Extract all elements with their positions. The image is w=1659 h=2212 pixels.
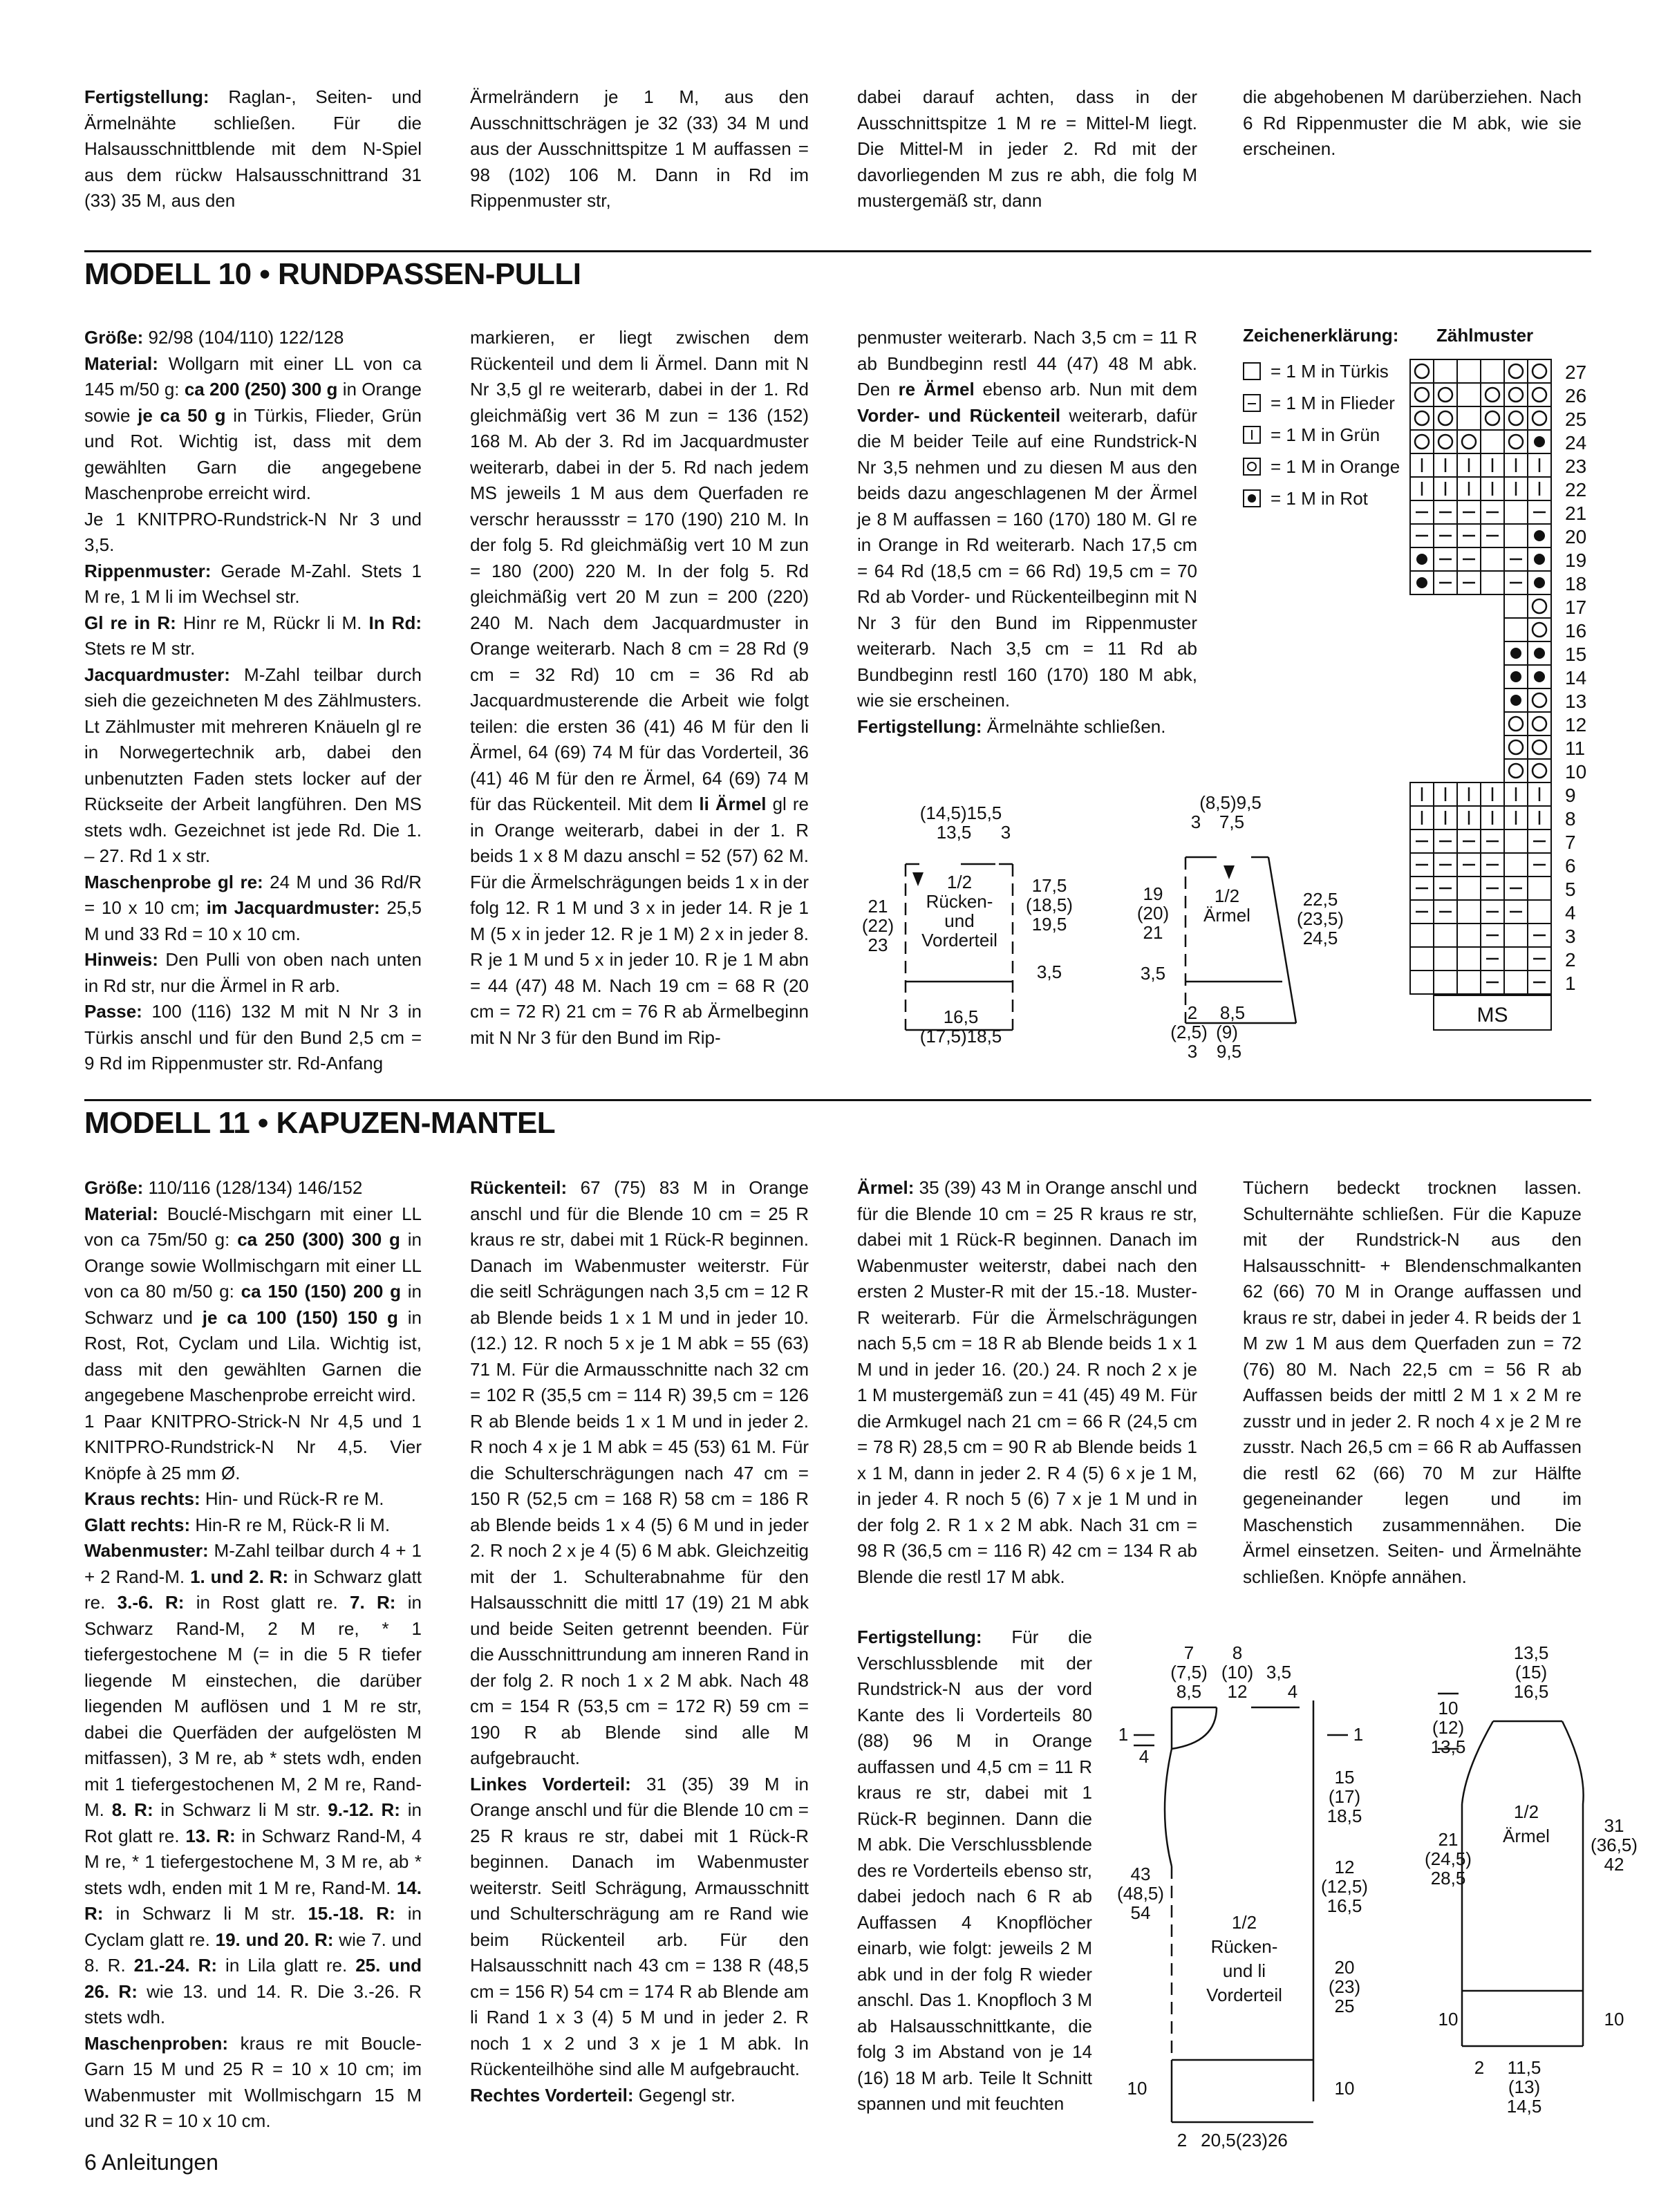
top-col-2: Ärmelrändern je 1 M, aus den Ausschnittschrägen je 32 (33) 34 M und aus der Ausschnittspitze 1 M auffassen = 98 (102) 106 M. Dann in Rd im Rippenmuster str, [470, 86, 809, 211]
legend-title: Zeichenerklärung: [1243, 325, 1399, 346]
chart-cell [1434, 947, 1457, 971]
d1-b35: 3,5 [1036, 962, 1062, 982]
section-divider [84, 1099, 1591, 1101]
dash-square-icon [1243, 394, 1261, 412]
chart-cell [1528, 618, 1551, 641]
d3-a2: (7,5) [1170, 1662, 1208, 1683]
chart-cell [1410, 971, 1434, 994]
chart-cell [1504, 524, 1528, 547]
chart-row-number: 20 [1565, 526, 1587, 547]
d3-w1: 15 [1334, 1767, 1355, 1788]
chart-row-number: 4 [1565, 902, 1576, 924]
stitch-rot [1534, 436, 1545, 447]
page-footer: 6 Anleitungen [84, 2150, 218, 2175]
d3-x2: (12,5) [1321, 1876, 1368, 1897]
legend-item-tuerkis: = 1 M in Türkis [1243, 359, 1389, 383]
d3-l1: 1 [1118, 1724, 1129, 1745]
d2-t1: (8,5)9,5 [1199, 792, 1262, 813]
chart-cell [1504, 406, 1528, 430]
circle-square-icon [1243, 458, 1261, 476]
d1-b1: 16,5 [943, 1006, 979, 1027]
d2-b5: 3 [1187, 1041, 1198, 1062]
chart-cell [1528, 688, 1551, 712]
d4-r2: (36,5) [1591, 1835, 1638, 1855]
chart-cell [1434, 971, 1457, 994]
chart-cell [1410, 430, 1434, 453]
top-col-4: die abgehobenen M darüberziehen. Nach 6 Rd Rippenmuster die M abk, wie sie erscheinen. [1243, 86, 1582, 159]
d4-b0: 2 [1474, 2057, 1485, 2078]
d3-lbl2: Rücken- [1210, 1936, 1278, 1957]
zaehlmuster-chart [1410, 359, 1590, 1065]
d4-b2: (13) [1508, 2077, 1541, 2097]
d1-c4: Vorderteil [921, 930, 997, 950]
chart-row-number: 13 [1565, 691, 1587, 712]
chart-row-number: 7 [1565, 832, 1576, 853]
m11-col-2: Rückenteil: 67 (75) 83 M in Orange anschl und für die Blende 10 cm = 25 R kraus re str, dabei mit 1 Rück-R beginnen. Danach im Wabenmuster weiterstr. Für die seitl Schrägungen nach 3,5 cm = 12 R ab Blende beids 1 x 1 M und in jeder 10. (12.) 12. R noch 5 x je 1 M abk = 55 (63) 71 M. Für die Armausschnitte nach 32 cm = 102 R (35,5 cm = 114 R) 39,5 cm = 126 R ab Blende beids 1 x 1 M und in jeder 2. R noch 4 x je 1 M abk = 45 (53) 61 M. Für die Schulterschrägungen nach 47 cm = 150 R (52,5 cm = 168 R) 58 cm = 186 R ab Blende beids 1 x 4 (5) 6 M und in jeder 2. R noch 2 x je 4 (5) 6 M abk. Gleichzeitig mit der 1. Schulterabnahme für den Halsausschnitt die mittl 17 (19) 21 M abk und beide Seiten getrennt beenden. Für die Ausschnittrundung am inneren Rand in der folg 2. R noch 1 x 2 M abk. Nach 48 cm = 154 R (53,5 cm = 172 R) 59 cm = 190 R ab Blende sind alle M aufgebraucht. Linkes Vorderteil: 31 (35) 39 M in Orange anschl und für die Blende 10 cm = 25 R kraus re str, dabei mit 1 Rück-R beginnen. Danach im Wabenmuster weiterstr. Seitl Schrägung, Armausschnitt und Schulterschrägung am re Rand wie beim Rückenteil arb. Für den Halsausschnitt nach 43 cm = 138 R (48,5 cm = 156 R) 54 cm = 174 R ab Blende am li Rand 1 x 3 (4) 5 M und in jeder 2. R noch 1 x 2 und 3 x je 1 M abk. In Rückenteilhöhe sind alle M aufgebraucht. Rechtes Vorderteil: Gegengl str. [470, 1177, 809, 2106]
d2-b3: (2,5) [1170, 1022, 1208, 1042]
chart-row-number: 8 [1565, 808, 1576, 830]
chart-cell [1528, 594, 1551, 618]
chart-cell [1504, 947, 1528, 971]
d3-b1: 8 [1232, 1642, 1243, 1663]
stitch-orange [1533, 364, 1546, 378]
schnitt-aermel-modell-10 [1120, 781, 1382, 1071]
stitch-rot [1534, 648, 1545, 659]
stitch-rot [1510, 671, 1521, 682]
stitch-rot [1510, 695, 1521, 706]
d1-l2: (22) [861, 915, 894, 936]
d4-m2: (24,5) [1425, 1848, 1472, 1869]
stitch-orange [1533, 388, 1546, 402]
dot-square-icon [1243, 489, 1261, 507]
top-col-1: Fertigstellung: Raglan-, Seiten- und Ärmelnähte schließen. Für die Halsausschnittblende mit dem N-Spiel aus dem rückw Halsausschnittrand 31 (33) 35 M, aus den [84, 86, 422, 211]
chart-cell [1457, 971, 1481, 994]
stitch-rot [1510, 648, 1521, 659]
d1-c2: Rücken- [926, 891, 993, 912]
legend-item-gruen: = 1 M in Grün [1243, 423, 1380, 447]
chart-cell [1457, 900, 1481, 924]
stitch-orange [1415, 435, 1429, 449]
d3-l2: 4 [1138, 1746, 1150, 1767]
stitch-orange [1415, 411, 1429, 425]
stitch-orange [1438, 388, 1452, 402]
schnitt-aermel-modell-11 [1410, 1642, 1638, 2117]
chart-cell [1481, 359, 1504, 383]
chart-cell [1504, 430, 1528, 453]
chart-cell [1457, 359, 1481, 383]
chart-row-number: 17 [1565, 597, 1587, 618]
chart-cell [1528, 406, 1551, 430]
chart-cell [1481, 571, 1504, 594]
stitch-orange [1533, 411, 1546, 425]
chart-cell [1410, 406, 1434, 430]
d4-lbl2: Ärmel [1503, 1826, 1550, 1846]
bar-square-icon [1243, 426, 1261, 444]
d1-r2: (18,5) [1026, 894, 1073, 915]
stitch-orange [1485, 411, 1499, 425]
chart-cell [1504, 924, 1528, 947]
d3-y3: 25 [1334, 1996, 1355, 2016]
chart-row-number: 11 [1565, 738, 1586, 759]
d1-l3: 23 [868, 935, 888, 955]
chart-row-number: 12 [1565, 714, 1587, 735]
chart-cell [1504, 830, 1528, 853]
section-title-modell-11: MODELL 11 • KAPUZEN-MANTEL [84, 1106, 556, 1140]
d3-h2: (48,5) [1117, 1883, 1164, 1904]
chart-cell [1504, 594, 1528, 618]
m11-col-1: Größe: 110/116 (128/134) 146/152 Material: Bouclé-Mischgarn mit einer LL von ca 75m/50 g: ca 250 (300) 300 g in Orange sowie Wollmischgarn mit einer LL von ca 80 m/50 g: ca 150 (150) 200 g in Schwarz und je ca 100 (150) 150 g in Rost, Rot, Cyclam und Lila. Wichtig ist, dass mit den gewählten Garnen die angegebene Maschenprobe erreicht wird. 1 Paar KNITPRO-Strick-N Nr 4,5 und 1 KNITPRO-Rundstrick-N Nr 4,5. Vier Knöpfe à 25 mm Ø. Kraus rechts: Hin- und Rück-R re M. Glatt rechts: Hin-R re M, Rück-R li M. Wabenmuster: M-Zahl teilbar durch 4 + 1 + 2 Rand-M. 1. und 2. R: in Schwarz glatt re. 3.-6. R: in Rost glatt re. 7. R: in Schwarz Rand-M, 2 M re, * 1 tiefergestochene M (= in die 5 R tiefer liegende M einstechen, die darüber liegenden M auflösen und 1 M re str, dabei die Querfäden der aufgelösten M mitfassen), 3 M re, ab * stets wdh, enden mit 1 tiefergestochenen M, 2 M re, Rand-M. 8. R: in Schwarz li M str. 9.-12. R: in Rot glatt re. 13. R: in Schwarz Rand-M, 4 M re, * 1 tiefergestochene M, 3 M re, ab * stets wdh, enden mit 1 M re, Rand-M. 14. R: in Schwarz li M str. 15.-18. R: in Cyclam glatt re. 19. und 20. R: wie 7. und 8. R. 21.-24. R: in Lila glatt re. 25. und 26. R: wie 13. und 14. R. Die 3.-26. R stets wdh. Maschenproben: kraus re mit Boucle-Garn 15 M und 25 R = 10 x 10 cm; im Wabenmuster mit Wollmischgarn 15 M und 32 R = 10 x 10 cm. [84, 1177, 422, 2131]
d4-lbl1: 1/2 [1513, 1801, 1539, 1822]
d3-bot1: 2 [1177, 2130, 1188, 2150]
d4-t3: 16,5 [1513, 1681, 1549, 1702]
chart-cell [1410, 359, 1434, 383]
chart-row-number: 26 [1565, 385, 1587, 406]
d3-lbl4: Vorderteil [1206, 1985, 1282, 2005]
d3-bot2: 20,5(23)26 [1201, 2130, 1288, 2150]
chart-cell [1481, 430, 1504, 453]
d3-lbl3: und li [1222, 1960, 1266, 1981]
stitch-rot [1534, 671, 1545, 682]
d3-a1: 7 [1183, 1642, 1194, 1663]
d2-r2: (23,5) [1297, 908, 1344, 929]
d2-c2: Ärmel [1203, 905, 1250, 926]
d2-r1: 22,5 [1302, 889, 1338, 910]
chart-cell [1504, 759, 1528, 782]
m11-col-4: Tüchern bedeckt trocknen lassen. Schulternähte schließen. Für die Kapuze mit der Rundstrick-N aus den Halsausschnitt- + Blendenschmalkanten 62 (66) 70 M in Orange auffassen und kraus re str, dabei in jeder 4. R beids der 1 M zw 1 M aus dem Querfaden zun = 72 (76) 80 M. Nach 22,5 cm = 56 R ab Auffassen beids der mittl 2 M 1 x 2 M re zusstr und in jeder 2. R noch 4 x je 2 M re zusstr. Nach 26,5 cm = 66 R ab Auffassen die restl 62 (66) 70 M zur Hälfte gegeneinander legen und im Maschenstich zusammennähen. Die Ärmel einsetzen. Seiten- und Ärmelnähte schließen. Knöpfe annähen. [1243, 1177, 1582, 1587]
d3-c1: 3,5 [1266, 1662, 1292, 1683]
chart-cell [1481, 383, 1504, 406]
d3-c2: 4 [1287, 1681, 1298, 1702]
chart-title: Zählmuster [1436, 325, 1534, 346]
chart-cell [1528, 759, 1551, 782]
section-title-modell-10: MODELL 10 • RUNDPASSEN-PULLI [84, 257, 581, 291]
ms-label: MS [1477, 1004, 1508, 1027]
d3-y1: 20 [1334, 1957, 1355, 1978]
stitch-rot [1534, 554, 1545, 565]
chart-cell [1528, 383, 1551, 406]
d3-r1: 1 [1353, 1724, 1364, 1745]
stitch-orange [1438, 435, 1452, 449]
chart-cell [1434, 406, 1457, 430]
d2-c1: 1/2 [1214, 885, 1240, 906]
chart-row-number: 23 [1565, 456, 1587, 477]
stitch-rot [1534, 577, 1545, 588]
d2-r3: 24,5 [1302, 928, 1338, 948]
chart-cell [1504, 618, 1528, 641]
d1-t1: (14,5)15,5 [919, 803, 1002, 823]
chart-cell [1504, 712, 1528, 735]
chart-row-number: 14 [1565, 667, 1587, 688]
m11-col-3a: Ärmel: 35 (39) 43 M in Orange anschl und für die Blende 10 cm = 25 R kraus re str, dabei mit 1 Rück-R beginnen. Danach im Wabenmuster weiterstr, dabei nach den ersten 2 Muster-R mit der 15.-18. Muster-R weiterarb. Für die Ärmelschrägungen nach 5,5 cm = 18 R ab Blende beids 1 x 1 M und in jeder 16. (20.) 24. R noch 2 x je 1 M mustergemäß zun = 41 (45) 49 M. Für die Armkugel nach 21 cm = 66 R (24,5 cm = 78 R) 28,5 cm = 90 R ab Blende beids 1 x 1 M, dann in jeder 2. R 4 (5) 6 x je 1 M, in jeder 4. R noch 5 (6) 7 x je 1 M und in der folg 2. R 1 x 2 M abk. Nach 31 cm = 98 R (36,5 cm = 116 R) 42 cm = 134 R ab Blende die restl 17 M abk. [857, 1177, 1197, 1587]
chart-cell [1410, 924, 1434, 947]
stitch-orange [1533, 599, 1546, 613]
d3-bl: 10 [1127, 2078, 1147, 2099]
chart-cell [1410, 947, 1434, 971]
chart-row-number: 15 [1565, 644, 1587, 665]
chart-row-number: 1 [1565, 973, 1576, 994]
empty-square-icon [1243, 362, 1261, 380]
d2-b1: 2 [1187, 1002, 1198, 1023]
stitch-orange [1533, 764, 1546, 778]
chart-cell [1410, 383, 1434, 406]
stitch-orange [1485, 388, 1499, 402]
chart-row-number: 25 [1565, 409, 1587, 430]
chart-cell [1504, 500, 1528, 524]
d4-b3: 14,5 [1506, 2096, 1542, 2117]
chart-row-number: 5 [1565, 879, 1576, 900]
chart-row-number: 16 [1565, 620, 1587, 641]
stitch-rot [1416, 577, 1427, 588]
d4-l1: 10 [1438, 1698, 1459, 1718]
d3-b3: 12 [1227, 1681, 1248, 1702]
chart-row-number: 9 [1565, 785, 1576, 806]
d3-h3: 54 [1130, 1902, 1151, 1923]
chart-row-number: 3 [1565, 926, 1576, 947]
d4-m3: 28,5 [1430, 1868, 1466, 1888]
stitch-orange [1533, 623, 1546, 637]
d4-b1: 11,5 [1507, 2057, 1541, 2078]
d2-t3: 7,5 [1219, 812, 1245, 832]
chart-cell [1504, 735, 1528, 759]
stitch-orange [1509, 435, 1523, 449]
d4-t2: (15) [1515, 1662, 1548, 1683]
stitch-orange [1533, 693, 1546, 707]
chart-cell [1457, 877, 1481, 900]
chart-row-number: 10 [1565, 761, 1587, 782]
d4-bl: 10 [1438, 2009, 1459, 2030]
chart-cell [1504, 383, 1528, 406]
d1-c3: und [944, 910, 975, 931]
d4-m1: 21 [1438, 1829, 1459, 1850]
chart-cell [1457, 383, 1481, 406]
chart-cell [1528, 877, 1551, 900]
chart-row-number: 21 [1565, 503, 1587, 524]
chart-cell [1457, 947, 1481, 971]
d2-b6: 9,5 [1216, 1041, 1242, 1062]
d1-b2: (17,5)18,5 [919, 1026, 1002, 1047]
d2-b35: 3,5 [1140, 963, 1166, 984]
chart-cell [1528, 900, 1551, 924]
d3-w3: 18,5 [1327, 1806, 1362, 1826]
stitch-orange [1438, 411, 1452, 425]
chart-row-number: 19 [1565, 550, 1587, 571]
chart-row-number: 24 [1565, 432, 1587, 453]
m10-col-2: markieren, er liegt zwischen dem Rückenteil und dem li Ärmel. Dann mit N Nr 3,5 gl re weiterarb, dabei in der 1. Rd gleichmäßig vert 36 M zun = 136 (152) 168 M. Ab der 3. Rd im Jacquardmuster weiterarb, dabei in der 5. Rd nach jedem MS jeweils 1 M aus dem Querfaden re verschr heraussstr = 170 (190) 210 M. In der folg 5. Rd gleichmäßig vert 10 M zun = 180 (200) 220 M. In der folg 5. Rd gleichmäßig vert 20 M zun = 200 (220) 240 M. Nach dem Jacquardmuster in Orange weiterarb. Nach 8 cm = 28 Rd (9 cm = 32 Rd) 10 cm = 36 Rd ab Jacquardmusterende die Arbeit wie folgt teilen: die ersten 36 (41) 46 M für den li Ärmel, 64 (69) 74 M für das Vorderteil, 36 (41) 46 M für den re Ärmel, 64 (69) 74 M für das Rückenteil. Mit dem li Ärmel gl re in Orange weiterarb, dabei in der 1. R beids 1 x 8 M dazu anschl = 52 (57) 62 M. Für die Ärmelschrägungen beids 1 x in der folg 12. R 1 M und 3 x in jeder 14. R je 1 M (5 x in jeder 12. R je 1 M) 2 x in jeder 8. R je 1 M und 5 x in jeder 10. R je 1 M abn = 44 (47) 48 M. Nach 19 cm = 68 R (20 cm = 72 R) 21 cm = 76 R ab Ärmelbeginn mit N Nr 3 für den Bund im Rip- [470, 327, 809, 1048]
d2-b4: (9) [1216, 1022, 1238, 1042]
chart-row-number: 27 [1565, 362, 1587, 383]
d3-b2: (10) [1221, 1662, 1254, 1683]
legend-item-orange: = 1 M in Orange [1243, 455, 1400, 478]
chart-cell [1434, 430, 1457, 453]
chart-row-number: 22 [1565, 479, 1587, 500]
d1-c1: 1/2 [946, 872, 973, 892]
section-divider [84, 250, 1591, 252]
stitch-orange [1415, 364, 1429, 378]
stitch-rot [1534, 530, 1545, 541]
stitch-orange [1509, 740, 1523, 754]
m11-col-3b: Fertigstellung: Für die Verschlussblende mit der Rundstrick-N aus der vord Kante des li Vorderteils 80 (88) 96 M in Orange auffassen und 4,5 cm = 11 R kraus re str, dabei mit 1 Rück-R beginnen. Dann die M abk. Die Verschlussblende des re Vorderteils ebenso str, dabei jedoch nach 6 R ab Auffassen 4 Knopflöcher einarb, wie folgt: jeweils 2 M abk und in der folg R wieder anschl. Das 1. Knopfloch 3 M ab Halsausschnittkante, die folg 3 im Abstand von je 14 (16) 18 M arb. Teile lt Schnitt spannen und mit feuchten [857, 1627, 1092, 2114]
stitch-orange [1509, 364, 1523, 378]
d3-lbl1: 1/2 [1231, 1912, 1257, 1933]
chart-cell [1481, 406, 1504, 430]
m10-col-3: penmuster weiterarb. Nach 3,5 cm = 11 R ab Bundbeginn restl 44 (47) 48 M abk. Den re Ärmel ebenso arb. Nun mit dem Vorder- und Rückenteil weiterarb, dafür die M beider Teile auf eine Rundstrick-N Nr 3,5 nehmen und zu diesen M aus den beids dazu angeschlagenen M der Ärmel je 8 M auffassen = 160 (170) 180 M. Gl re in Orange in Rd weiterarb. Nach 17,5 cm = 64 Rd (18,5 cm = 66 Rd) 19,5 cm = 70 Rd ab Vorder- und Rückenteilbeginn mit N Nr 3 für den Bund im Rippenmuster weiterarb. Nach 3,5 cm = 11 Rd ab Bundbeginn restl 160 (170) 180 M abk, wie sie erscheinen. Fertigstellung: Ärmelnähte schließen. [857, 327, 1198, 737]
stitch-orange [1533, 717, 1546, 731]
d1-t3: 3 [1000, 822, 1011, 843]
d4-br: 10 [1604, 2009, 1624, 2030]
d4-r1: 31 [1604, 1815, 1624, 1836]
d3-h1: 43 [1130, 1864, 1151, 1884]
chart-cell [1481, 547, 1504, 571]
d1-t2: 13,5 [936, 822, 972, 843]
d1-r3: 19,5 [1031, 914, 1067, 935]
chart-cell [1457, 406, 1481, 430]
chart-cell [1457, 924, 1481, 947]
chart-cell [1528, 735, 1551, 759]
chart-row-number: 2 [1565, 949, 1576, 971]
chart-cell [1528, 712, 1551, 735]
d4-r3: 42 [1604, 1854, 1624, 1875]
chart-row-number: 18 [1565, 573, 1587, 594]
stitch-orange [1509, 411, 1523, 425]
top-col-3: dabei darauf achten, dass in der Ausschnittspitze 1 M re = Mittel-M liegt. Die Mittel-M in jeder 2. Rd mit der davorliegenden M zus re abh, die folg M mustergemäß str, dann [857, 86, 1197, 211]
d2-l2: (20) [1136, 903, 1170, 924]
chart-cell [1504, 853, 1528, 877]
chart-cell [1434, 383, 1457, 406]
chart-cell [1434, 359, 1457, 383]
d3-a3: 8,5 [1176, 1681, 1202, 1702]
d2-t2: 3 [1190, 812, 1201, 832]
stitch-orange [1533, 740, 1546, 754]
chart-cell [1528, 359, 1551, 383]
legend-item-flieder: = 1 M in Flieder [1243, 391, 1395, 415]
d3-x3: 16,5 [1327, 1895, 1362, 1916]
d4-l3: 13,5 [1430, 1736, 1466, 1757]
d2-l3: 21 [1143, 922, 1163, 943]
d1-l1: 21 [868, 896, 888, 917]
d3-y2: (23) [1328, 1976, 1361, 1997]
d1-r1: 17,5 [1031, 875, 1067, 896]
chart-cell [1457, 430, 1481, 453]
d3-w2: (17) [1328, 1786, 1361, 1807]
d3-br: 10 [1334, 2078, 1355, 2099]
d2-l1: 19 [1143, 883, 1163, 904]
stitch-orange [1415, 388, 1429, 402]
d4-t1: 13,5 [1513, 1642, 1549, 1663]
chart-cell [1504, 971, 1528, 994]
d4-l2: (12) [1432, 1717, 1465, 1738]
stitch-orange [1509, 764, 1523, 778]
chart-cell [1504, 359, 1528, 383]
d2-b2: 8,5 [1219, 1002, 1246, 1023]
schnitt-ruecken-vorderteil [857, 795, 1106, 1058]
stitch-rot [1416, 554, 1427, 565]
chart-cell [1434, 924, 1457, 947]
legend-item-rot: = 1 M in Rot [1243, 487, 1368, 510]
stitch-orange [1509, 388, 1523, 402]
stitch-orange [1509, 717, 1523, 731]
d3-x1: 12 [1334, 1857, 1355, 1877]
chart-row-number: 6 [1565, 855, 1576, 877]
m10-col-1: Größe: 92/98 (104/110) 122/128 Material: Wollgarn mit einer LL von ca 145 m/50 g: ca 200 (250) 300 g in Orange sowie je ca 50 g in Türkis, Flieder, Grün und Rot. Wichtig ist, dass mit dem gewählten Garn die angegebene Maschenprobe erreicht wird. Je 1 KNITPRO-Rundstrick-N Nr 3 und 3,5. Rippenmuster: Gerade M-Zahl. Stets 1 M re, 1 M li im Wechsel str. Gl re in R: Hinr re M, Rückr li M. In Rd: Stets re M str. Jacquardmuster: M-Zahl teilbar durch sieh die gezeichneten M des Zählmusters. Lt Zählmuster mit mehreren Knäueln gl re in Norwegertechnik arb, dabei den unbenutzten Faden stets locker auf der Rückseite der Arbeit langführen. Den MS stets wdh. Gezeichnet ist jede Rd. Die 1. – 27. Rd 1 x str. Maschenprobe gl re: 24 M und 36 Rd/R = 10 x 10 cm; im Jacquardmuster: 25,5 M und 33 Rd = 10 x 10 cm. Hinweis: Den Pulli von oben nach unten in Rd str, nur die Ärmel in R arb. Passe: 100 (116) 132 M mit N Nr 3 in Türkis anschl und für den Bund 2,5 cm = 9 Rd im Rippenmuster str. Rd-Anfang [84, 327, 422, 1074]
schnitt-ruecken-li-vorderteil [1106, 1642, 1382, 2157]
stitch-orange [1462, 435, 1476, 449]
